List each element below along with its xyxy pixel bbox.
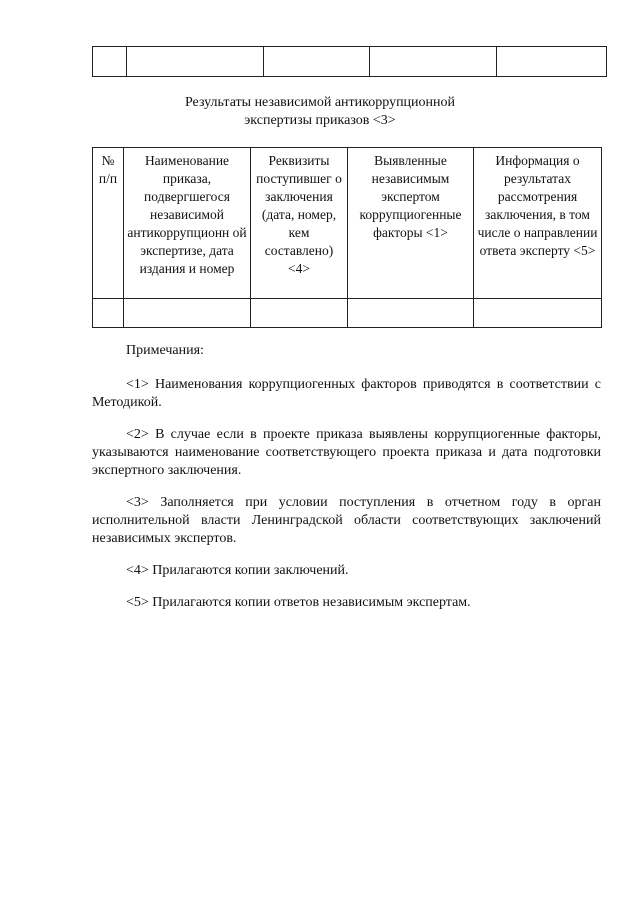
table-header-row <box>93 148 602 299</box>
empty-cell <box>251 299 348 328</box>
empty-cell <box>127 47 264 77</box>
empty-cell <box>124 299 251 328</box>
note-item-5: <5> Прилагаются копии ответов независимым экспертам. <box>126 595 471 610</box>
notes-section <box>92 342 601 626</box>
note-item-4: <4> Прилагаются копии заключений. <box>126 563 349 578</box>
section-heading <box>0 94 640 130</box>
empty-cell <box>93 299 124 328</box>
empty-cell <box>497 47 607 77</box>
empty-cell <box>474 299 602 328</box>
column-header-review-info: Информация о результатах рассмотрения заключения, в том числе о направлении ответа эксперту <5> <box>474 148 602 299</box>
heading-line-1: Результаты независимой антикоррупционной <box>184 95 456 110</box>
notes-title: Примечания: <box>126 343 204 358</box>
column-header-corruption-factors: Выявленные независимым экспертом коррупциогенные факторы <1> <box>348 148 474 299</box>
heading-line-2: экспертизы приказов <3> <box>244 113 396 128</box>
column-header-number: № п/п <box>93 148 124 299</box>
note-item-3: <3> Заполняется при условии поступления в отчетном году в орган исполнительной власти Ленинградской области соответствующих заключений независимых экспертов. <box>92 495 601 546</box>
note-item-1: <1> Наименования коррупциогенных факторов приводятся в соответствии с Методикой. <box>92 377 601 410</box>
empty-cell <box>264 47 370 77</box>
empty-cell <box>93 47 127 77</box>
note-item-2: <2> В случае если в проекте приказа выявлены коррупциогенные факторы, указываются наименование соответствующего проекта приказа и дата подготовки экспертного заключения. <box>92 427 601 478</box>
previous-table-fragment <box>92 46 607 77</box>
column-header-conclusion-details: Реквизиты поступившег о заключения (дата, номер, кем составлено) <4> <box>251 148 348 299</box>
table-row <box>93 299 602 328</box>
empty-cell <box>348 299 474 328</box>
empty-cell <box>370 47 497 77</box>
results-table <box>92 147 602 328</box>
column-header-order-name: Наименование приказа, подвергшегося независимой антикоррупционн ой экспертизе, дата издания и номер <box>124 148 251 299</box>
